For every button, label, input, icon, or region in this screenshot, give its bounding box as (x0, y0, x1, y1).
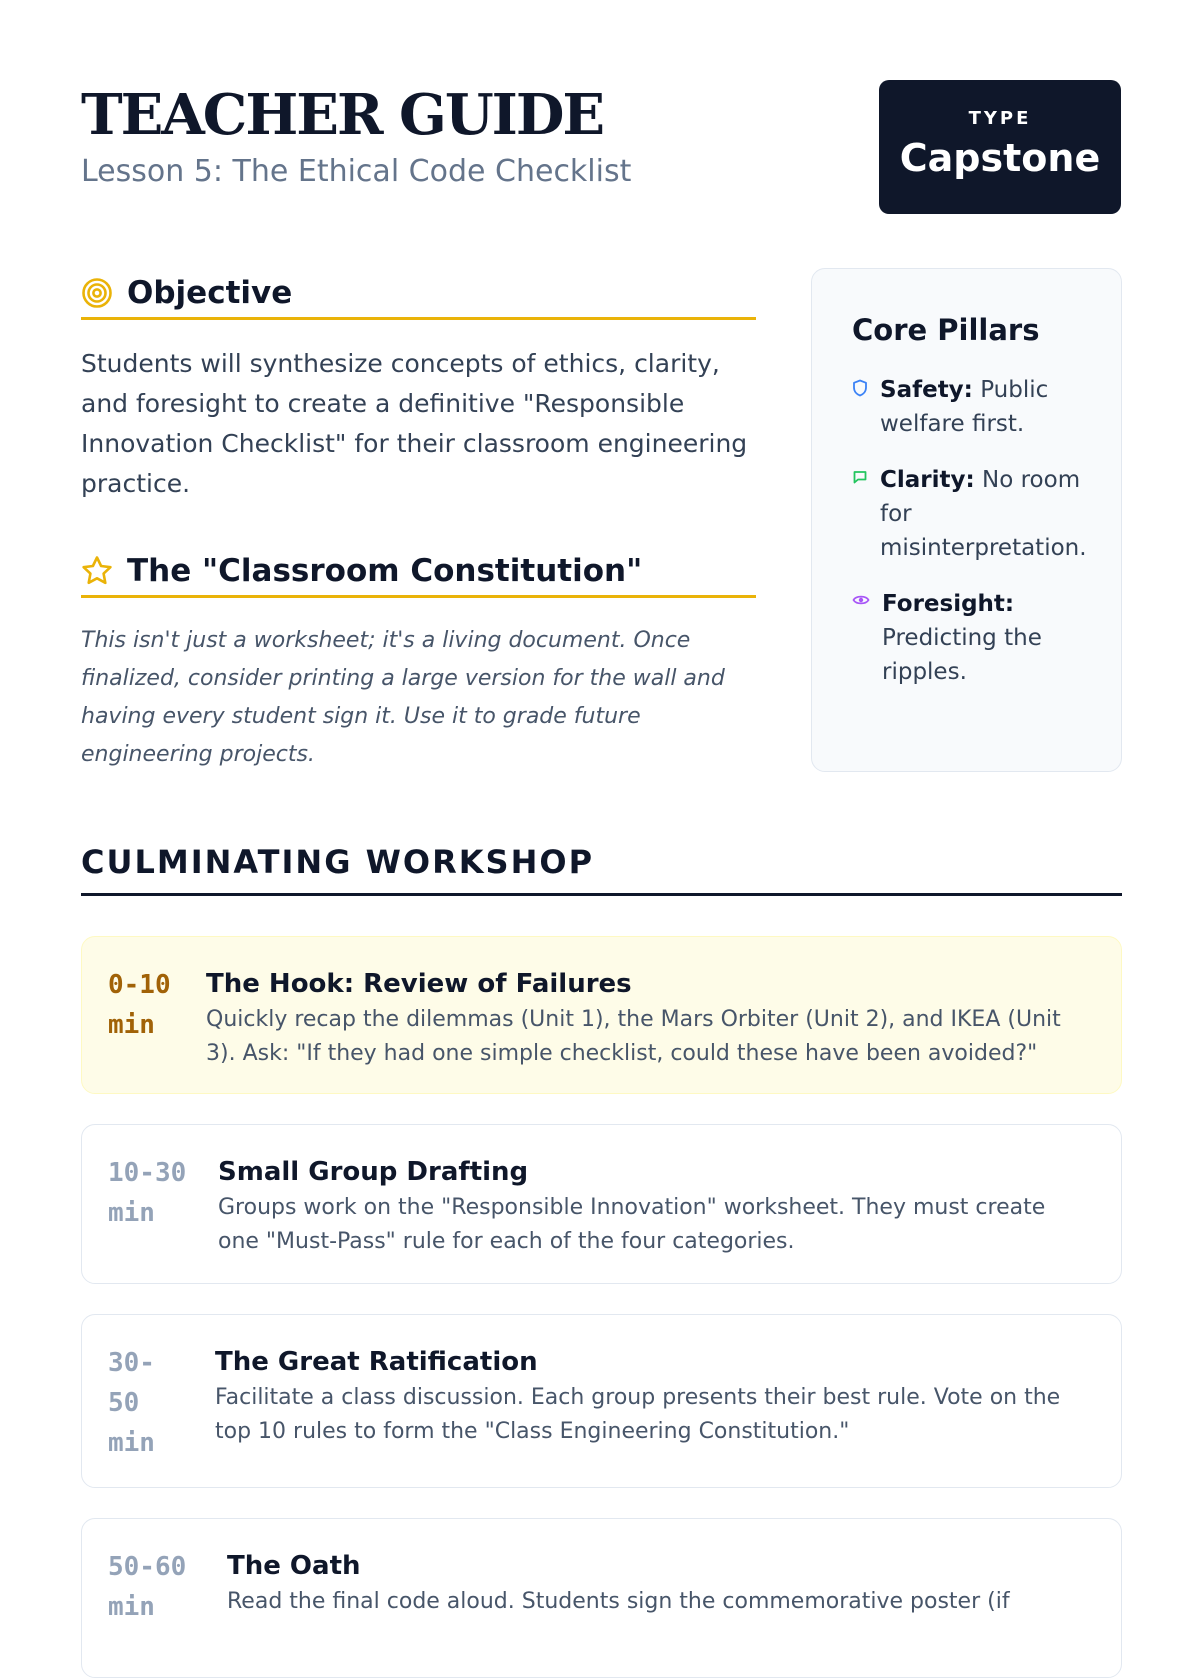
workshop-heading (81, 840, 1122, 896)
core-pillars-title: Core Pillars (852, 313, 1040, 347)
step-description: Quickly recap the dilemmas (Unit 1), the Mars Orbiter (Unit 2), and IKEA (Unit 3). Ask: "If they had one simple checklist, could these have been avoided?" (206, 1007, 1061, 1066)
step-time (108, 1547, 186, 1627)
page-subtitle: Lesson 5: The Ethical Code Checklist (81, 154, 632, 189)
step-time (108, 1153, 186, 1233)
step-time (108, 965, 171, 1045)
pillar-text (880, 463, 1101, 565)
eye-icon (852, 593, 870, 607)
workshop-step (81, 1518, 1122, 1678)
constitution-text: This isn't just a worksheet; it's a living document. Once finalized, consider printing a large version for the wall and having every student sign it. Use it to grade future engineering projects. (81, 628, 725, 767)
workshop-step (81, 1314, 1122, 1488)
pillar-name: Foresight: (882, 591, 1015, 617)
step-body (215, 1343, 1091, 1449)
step-time-unit: min (108, 1010, 155, 1040)
step-title: The Hook: Review of Failures (206, 969, 632, 999)
step-time-range: 50 (108, 1388, 140, 1418)
step-time-range: 10-30 (108, 1158, 187, 1188)
step-description: Facilitate a class discussion. Each group presents their best rule. Vote on the top 10 rules to form the "Class Engineering Constitution." (215, 1385, 1061, 1444)
step-time-range: 30- (108, 1348, 155, 1378)
workshop-step (81, 936, 1122, 1094)
pillar-safety (852, 373, 1101, 441)
pillar-foresight (852, 587, 1101, 689)
pillar-text (880, 373, 1101, 441)
step-time-range: 50-60 (108, 1552, 187, 1582)
step-body (227, 1547, 1091, 1619)
type-badge-value: Capstone (899, 136, 1101, 180)
left-column (81, 268, 756, 774)
objective-heading (81, 268, 756, 320)
star-icon (81, 555, 113, 587)
workshop-step (81, 1124, 1122, 1284)
step-time (108, 1343, 155, 1463)
step-time-unit: min (108, 1592, 155, 1622)
constitution-heading (81, 546, 756, 598)
message-icon (852, 469, 868, 485)
objective-title: Objective (127, 274, 293, 311)
page-header (81, 80, 1121, 215)
pillar-description: Predicting the ripples. (882, 625, 1042, 685)
objective-text: Students will synthesize concepts of ethics, clarity, and foresight to create a definitive "Responsible Innovation Checklist" for their classroom engineering practice. (81, 349, 748, 498)
step-time-unit: min (108, 1428, 155, 1458)
type-badge-label: TYPE (968, 108, 1032, 129)
step-title: The Oath (227, 1551, 361, 1581)
pillar-description: No room for misinterpretation. (880, 467, 1087, 561)
constitution-title: The "Classroom Constitution" (127, 552, 643, 589)
target-icon (81, 277, 113, 309)
step-body (206, 965, 1091, 1071)
pillar-name: Safety: (880, 377, 973, 403)
type-badge (879, 80, 1121, 214)
step-description: Read the final code aloud. Students sign the commemorative poster (if (227, 1589, 1010, 1614)
shield-icon (852, 379, 868, 397)
step-time-unit: min (108, 1198, 155, 1228)
pillar-name: Clarity: (880, 467, 975, 493)
step-time-range: 0-10 (108, 970, 171, 1000)
step-description: Groups work on the "Responsible Innovation" worksheet. They must create one "Must-Pass" rule for each of the four categories. (218, 1195, 1046, 1254)
step-title: Small Group Drafting (218, 1157, 529, 1187)
step-title: The Great Ratification (215, 1347, 538, 1377)
pillar-text (882, 587, 1101, 689)
step-body (218, 1153, 1091, 1259)
core-pillars-card (811, 268, 1122, 772)
workshop-title: CULMINATING WORKSHOP (81, 843, 595, 881)
pillar-description: Public welfare first. (880, 377, 1049, 437)
page-title: TEACHER GUIDE (81, 82, 604, 148)
pillar-clarity (852, 463, 1101, 565)
